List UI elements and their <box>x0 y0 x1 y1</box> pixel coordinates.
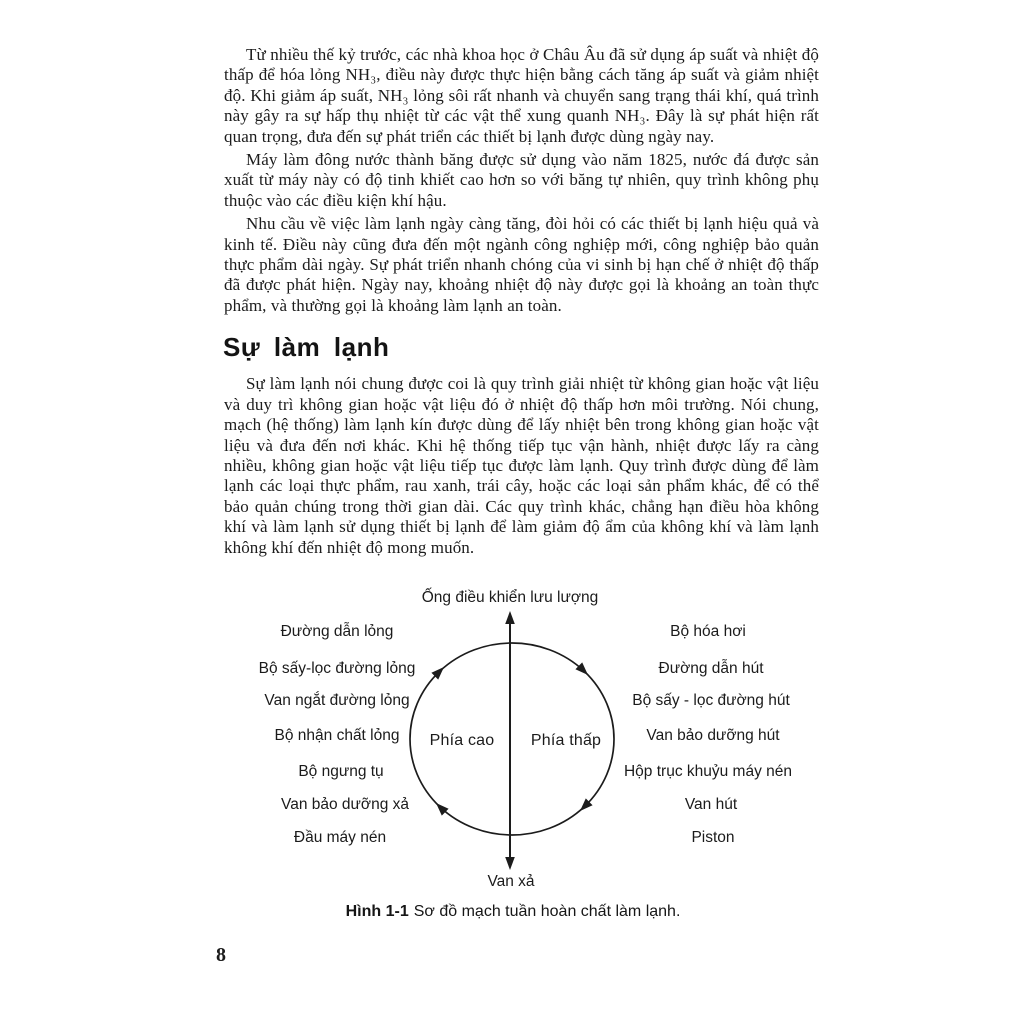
label-suction-line-filter-drier: Bộ sấy - lọc đường hút <box>632 692 790 709</box>
label-liquid-line-shutoff-valve: Van ngắt đường lỏng <box>264 692 410 709</box>
label-discharge-valve: Van xả <box>487 873 535 890</box>
cycle-circle <box>410 643 614 835</box>
label-suction-line: Đường dẫn hút <box>658 660 764 677</box>
section-heading: Sự làm lạnh <box>223 332 390 363</box>
flow-arrow-top-left-icon <box>431 664 447 680</box>
label-compressor-crankcase: Hộp trục khuỷu máy nén <box>623 763 793 780</box>
label-condenser: Bộ ngưng tụ <box>298 763 384 780</box>
label-discharge-service-valve: Van bảo dưỡng xả <box>281 796 409 813</box>
paragraph-intro-pressure: Từ nhiều thế kỷ trước, các nhà khoa học ở Châu Âu đã sử dụng áp suất và nhiệt độ thấp để hóa lỏng NH₃, điều này được thực hiện bằng cách tăng áp suất và giảm nhiệt độ. Khi giảm áp suất, NH₃ lỏng sôi rất nhanh và chuyển sang trạng thái khí, quá trình này gây ra sự hấp thụ nhiệt từ các vật thể xung quanh NH₃. Đây là sự phát hiện rất quan trọng, đưa đến sự phát triển các thiết bị lạnh được dùng ngày nay. <box>224 45 819 146</box>
label-compressor-head: Đầu máy nén <box>293 829 387 846</box>
figure-caption-number: Hình 1-1 <box>345 903 409 920</box>
flow-arrow-bottom-right-icon <box>577 798 593 814</box>
cycle-circle-graphic <box>350 575 680 905</box>
label-liquid-line: Đường dẫn lỏng <box>280 623 394 640</box>
arrow-down-icon <box>505 857 515 870</box>
label-suction-valve: Van hút <box>684 796 738 813</box>
flow-arrow-bottom-left-icon <box>433 800 449 816</box>
label-piston: Piston <box>691 829 735 846</box>
figure-caption-text: Sơ đồ mạch tuần hoàn chất làm lạnh. <box>413 903 681 920</box>
label-low-side: Phía thấp <box>530 732 602 749</box>
page-number: 8 <box>216 944 226 966</box>
label-liquid-line-filter-drier: Bộ sấy-lọc đường lỏng <box>258 660 416 677</box>
paragraph-refrigeration-definition: Sự làm lạnh nói chung được coi là quy trình giải nhiệt từ không gian hoặc vật liệu và duy trì không gian hoặc vật liệu đó ở nhiệt độ thấp hơn môi trường. Nói chung, mạch (hệ thống) làm lạnh kín được dùng để lấy nhiệt bên trong không gian hoặc vật liệu và đưa đến nơi khác. Khi hệ thống tiếp tục vận hành, nhiệt được lấy ra càng nhiều, không gian hoặc vật liệu tiếp tục được làm lạnh. Quy trình được dùng để làm lạnh các loại thực phẩm, rau xanh, trái cây, hoặc các loại sản phẩm khác, để có thể bảo quản chúng trong thời gian dài. Các quy trình khác, chẳng hạn điều hòa không khí và làm lạnh sử dụng thiết bị lạnh để làm giảm độ ẩm của không khí và làm lạnh không khí đến nhiệt độ mong muốn. <box>224 374 819 557</box>
arrow-up-icon <box>505 611 515 624</box>
flow-arrow-top-right-icon <box>575 662 591 678</box>
label-liquid-receiver: Bộ nhận chất lỏng <box>274 727 400 744</box>
label-evaporator: Bộ hóa hơi <box>670 623 746 640</box>
body-text <box>224 45 819 561</box>
label-suction-service-valve: Van bảo dưỡng hút <box>646 727 780 744</box>
figure-caption <box>346 903 681 921</box>
label-flow-control: Ống điều khiển lưu lượng <box>421 589 599 606</box>
label-high-side: Phía cao <box>429 732 495 749</box>
paragraph-ice-machine: Máy làm đông nước thành băng được sử dụng vào năm 1825, nước đá được sản xuất từ máy này có độ tinh khiết cao hơn so với băng tự nhiên, quy trình không phụ thuộc vào các điều kiện khí hậu. <box>224 150 819 210</box>
paragraph-food-safety: Nhu cầu về việc làm lạnh ngày càng tăng, đòi hỏi có các thiết bị lạnh hiệu quả và kinh tế. Điều này cũng đưa đến một ngành công nghiệp mới, công nghiệp bảo quản thực phẩm dài ngày. Sự phát triển nhanh chóng của vi sinh bị hạn chế ở nhiệt độ thấp đã được phát hiện. Ngày nay, khoảng nhiệt độ này được gọi là khoảng an toàn thực phẩm, và thường gọi là khoảng làm lạnh an toàn. <box>224 214 819 315</box>
